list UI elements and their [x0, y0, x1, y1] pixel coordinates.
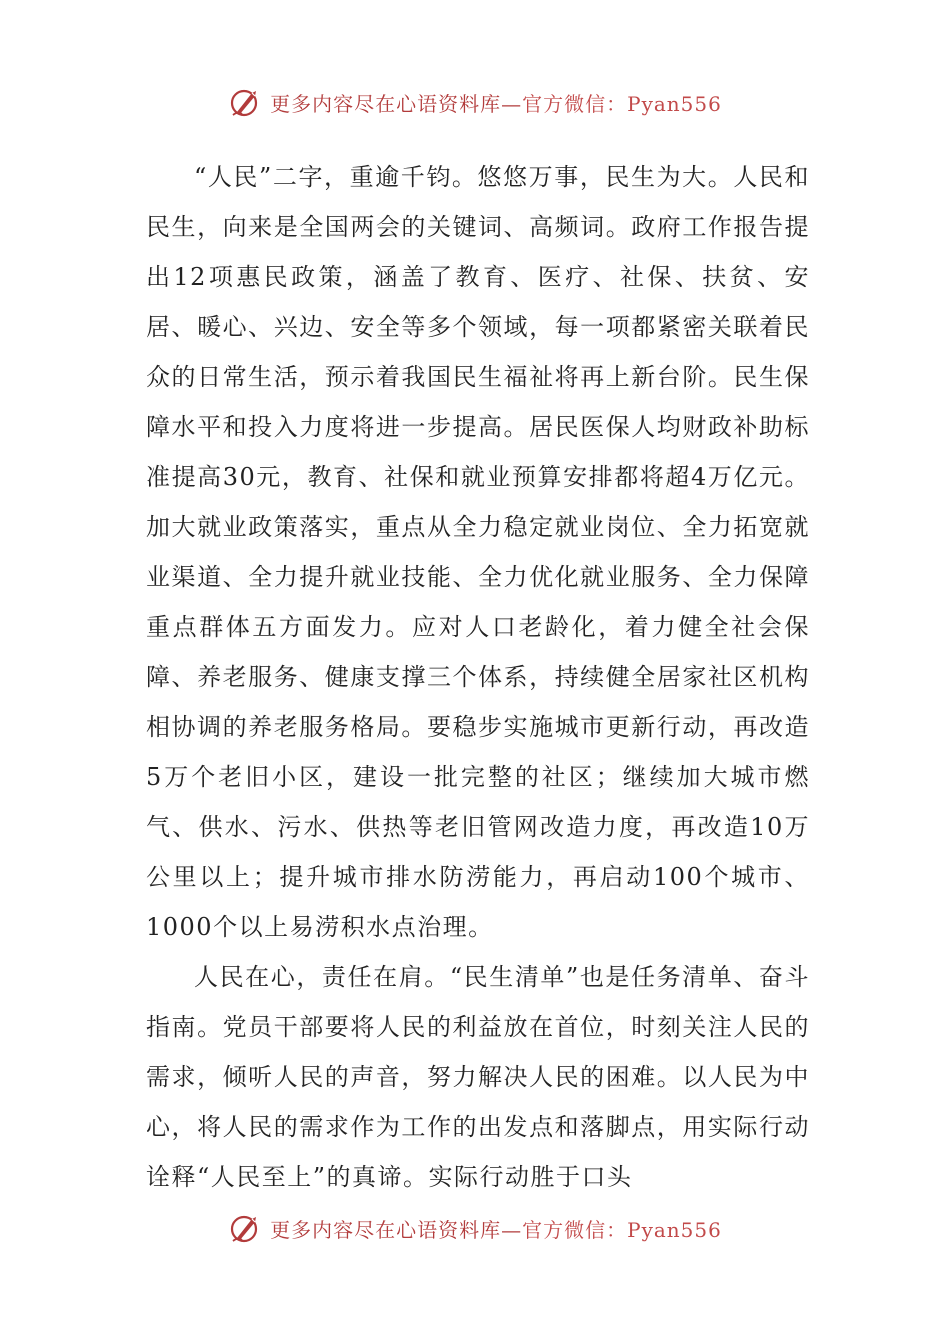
header-banner: [0, 82, 950, 122]
footer-banner: [0, 1208, 950, 1248]
banner-text: [270, 1214, 722, 1243]
banner-site-name: 更多内容尽在心语资料库: [270, 91, 502, 116]
banner-wechat: 官方微信：Pyan556: [522, 1217, 722, 1242]
pen-circle-logo-icon: [228, 1211, 262, 1245]
banner-wechat: 官方微信：Pyan556: [522, 91, 722, 116]
paragraph: “人民”二字，重逾千钧。悠悠万事，民生为大。人民和民生，向来是全国两会的关键词、高频词。政府工作报告提出12项惠民政策，涵盖了教育、医疗、社保、扶贫、安居、暖心、兴边、安全等多个领域，每一项都紧密关联着民众的日常生活，预示着我国民生福祉将再上新台阶。民生保障水平和投入力度将进一步提高。居民医保人均财政补助标准提高30元，教育、社保和就业预算安排都将超4万亿元。加大就业政策落实，重点从全力稳定就业岗位、全力拓宽就业渠道、全力提升就业技能、全力优化就业服务、全力保障重点群体五方面发力。应对人口老龄化，着力健全社会保障、养老服务、健康支撑三个体系，持续健全居家社区机构相协调的养老服务格局。要稳步实施城市更新行动，再改造5万个老旧小区，建设一批完整的社区；继续加大城市燃气、供水、污水、供热等老旧管网改造力度，再改造10万公里以上；提升城市排水防涝能力，再启动100个城市、1000个以上易涝积水点治理。: [146, 163, 810, 941]
banner-separator: —: [501, 91, 523, 116]
banner-site-name: 更多内容尽在心语资料库: [270, 1217, 502, 1242]
banner-separator: —: [501, 1217, 523, 1242]
pen-circle-logo-icon: [228, 85, 262, 119]
banner-text: [270, 88, 722, 117]
article-body: [146, 152, 810, 1202]
paragraph: 人民在心，责任在肩。“民生清单”也是任务清单、奋斗指南。党员干部要将人民的利益放在首位，时刻关注人民的需求，倾听人民的声音，努力解决人民的困难。以人民为中心，将人民的需求作为工作的出发点和落脚点，用实际行动诠释“人民至上”的真谛。实际行动胜于口头: [146, 963, 810, 1191]
